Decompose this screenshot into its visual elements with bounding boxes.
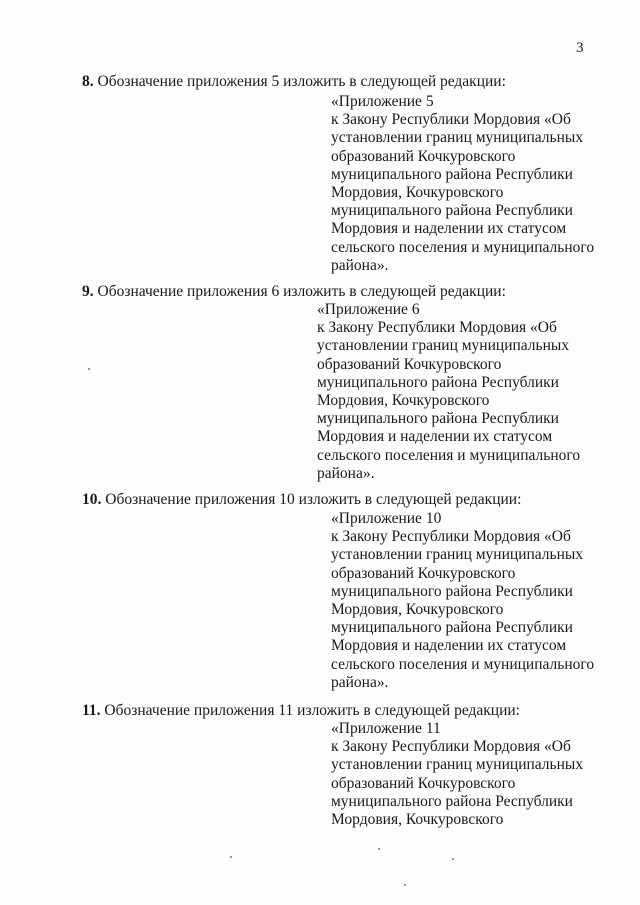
item-heading bbox=[82, 282, 622, 301]
annex-block-6 bbox=[317, 301, 617, 483]
item-number: 9. bbox=[82, 283, 94, 300]
item-heading-text: Обозначение приложения 6 изложить в следующей редакции: bbox=[93, 283, 506, 300]
item-heading bbox=[82, 701, 622, 720]
item-heading-text: Обозначение приложения 11 изложить в следующей редакции: bbox=[100, 702, 520, 719]
amendment-item-10 bbox=[82, 490, 622, 509]
annex-line: района». bbox=[331, 256, 389, 274]
annex-line: муниципального района Республики bbox=[331, 165, 573, 183]
annex-line: образований Кочкуровского bbox=[317, 355, 502, 373]
annex-line: района». bbox=[317, 464, 375, 482]
annex-line: установлении границ муниципальных bbox=[331, 129, 584, 147]
annex-line: муниципального района Республики bbox=[317, 373, 559, 391]
item-heading bbox=[82, 490, 622, 509]
annex-line: Мордовия, Кочкуровского bbox=[331, 183, 504, 201]
scan-speck bbox=[378, 848, 380, 850]
annex-line: к Закону Республики Мордовия «Об bbox=[331, 528, 571, 546]
annex-line: Мордовия, Кочкуровского bbox=[331, 600, 504, 618]
annex-line: образований Кочкуровского bbox=[331, 147, 516, 165]
annex-line: установлении границ муниципальных bbox=[331, 756, 584, 774]
item-heading-text: Обозначение приложения 10 изложить в следующей редакции: bbox=[101, 491, 522, 508]
annex-line: муниципального района Республики bbox=[317, 410, 559, 428]
annex-line: сельского поселения и муниципального bbox=[331, 238, 595, 256]
scan-speck bbox=[230, 856, 232, 858]
annex-line: Мордовия и наделении их статусом bbox=[331, 220, 567, 238]
annex-line: «Приложение 11 bbox=[331, 720, 441, 737]
item-heading bbox=[82, 72, 622, 91]
annex-line: установлении границ муниципальных bbox=[331, 546, 584, 564]
annex-line: Мордовия, Кочкуровского bbox=[331, 810, 504, 828]
annex-line: Мордовия и наделении их статусом bbox=[331, 637, 567, 655]
annex-line: к Закону Республики Мордовия «Об bbox=[317, 319, 557, 337]
annex-line: к Закону Республики Мордовия «Об bbox=[331, 111, 571, 129]
item-heading-text: Обозначение приложения 5 изложить в следующей редакции: bbox=[93, 73, 506, 90]
annex-line: муниципального района Республики bbox=[331, 792, 573, 810]
annex-line: «Приложение 10 bbox=[331, 510, 442, 527]
annex-line: района». bbox=[331, 673, 389, 691]
annex-line: сельского поселения и муниципального bbox=[317, 446, 581, 464]
item-number: 11. bbox=[82, 702, 101, 719]
annex-line: к Закону Республики Мордовия «Об bbox=[331, 738, 571, 756]
scan-speck bbox=[88, 368, 90, 370]
annex-line: «Приложение 5 bbox=[331, 93, 434, 110]
annex-block-5 bbox=[331, 93, 631, 275]
annex-line: сельского поселения и муниципального bbox=[331, 655, 595, 673]
page-number: 3 bbox=[576, 40, 584, 56]
annex-line: муниципального района Республики bbox=[331, 619, 573, 637]
annex-line: Мордовия и наделении их статусом bbox=[317, 428, 553, 446]
annex-line: муниципального района Республики bbox=[331, 582, 573, 600]
annex-line: образований Кочкуровского bbox=[331, 774, 516, 792]
scan-speck bbox=[452, 858, 454, 860]
annex-line: Мордовия, Кочкуровского bbox=[317, 391, 490, 409]
annex-block-10 bbox=[331, 510, 631, 692]
annex-line: установлении границ муниципальных bbox=[317, 337, 570, 355]
annex-line: образований Кочкуровского bbox=[331, 564, 516, 582]
annex-line: муниципального района Республики bbox=[331, 202, 573, 220]
annex-line: «Приложение 6 bbox=[317, 301, 420, 318]
amendment-item-9 bbox=[82, 282, 622, 301]
scan-speck bbox=[404, 884, 406, 886]
annex-block-11 bbox=[331, 720, 631, 829]
item-number: 8. bbox=[82, 73, 94, 90]
amendment-item-8 bbox=[82, 72, 622, 91]
amendment-item-11 bbox=[82, 701, 622, 720]
item-number: 10. bbox=[82, 491, 102, 508]
